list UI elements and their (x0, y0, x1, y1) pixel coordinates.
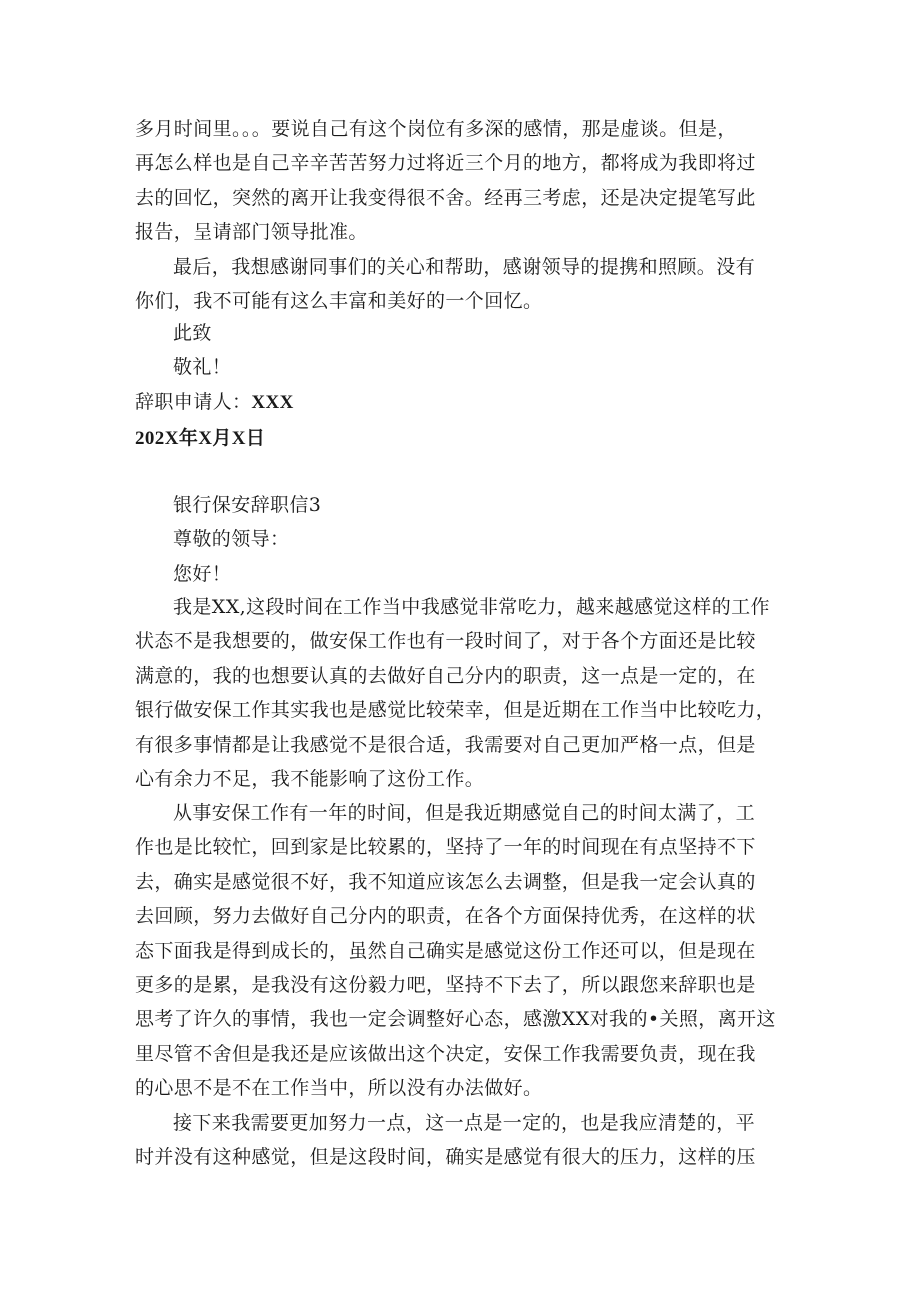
paragraph-5 (135, 1106, 790, 1175)
text-line: 银行做安保工作其实我也是感觉比较荣幸，但是近期在工作当中比较吃力， (135, 699, 776, 722)
text-line: 你们，我不可能有这么丰富和美好的一个回忆。 (135, 290, 543, 313)
text-line: 更多的是累，是我没有这份毅力吧，坚持不下去了，所以跟您来辞职也是 (135, 974, 756, 997)
date-block (135, 422, 790, 456)
text-line: 状态不是我想要的，做安保工作也有一段时间了，对于各个方面还是比较 (135, 630, 756, 653)
text-line: 去的回忆，突然的离开让我变得很不舍。经再三考虑，还是决定提笔写此 (135, 186, 756, 209)
text-line: 接下来我需要更加努力一点，这一点是一定的，也是我应清楚的，平 (173, 1112, 756, 1134)
text-line: 作也是比较忙，回到家是比较累的，坚持了一年的时间现在有点坚持不下 (135, 836, 756, 859)
letter-3-header (135, 488, 790, 591)
text-line: 去回顾，努力去做好自己分内的职责，在各个方面保持优秀，在这样的状 (135, 905, 756, 928)
text-line: 时并没有这种感觉，但是这段时间，确实是感觉有很大的压力，这样的压 (135, 1146, 756, 1169)
text-line: 多月时间里。。。要说自己有这个岗位有多深的感情，那是虚谈。但是， (135, 118, 737, 140)
paragraph-3 (135, 590, 790, 796)
date-line: 202X年X月X日 (135, 428, 266, 449)
text-line: 的心思不是不在工作当中，所以没有办法做好。 (135, 1077, 543, 1100)
section-title: 银行保安辞职信3 (173, 494, 322, 516)
paragraph-2 (135, 250, 790, 319)
paragraph-4 (135, 796, 790, 1106)
signer-label: 辞职申请人： (135, 390, 252, 413)
closing-line-2: 敬礼！ (173, 356, 232, 379)
text-line: 满意的，我的也想要认真的去做好自己分内的职责，这一点是一定的，在 (135, 664, 756, 687)
signer-line (135, 385, 790, 420)
text-line: 心有余力不足，我不能影响了这份工作。 (135, 768, 485, 791)
text-line: 从事安保工作有一年的时间，但是我近期感觉自己的时间太满了，工 (173, 802, 756, 824)
text-line: 再怎么样也是自己辛辛苦苦努力过将近三个月的地方，都将成为我即将过 (135, 152, 756, 175)
text-line: 我是XX,这段时间在工作当中我感觉非常吃力，越来越感觉这样的工作 (173, 596, 770, 618)
closing-line-1: 此致 (173, 322, 212, 344)
text-line: 思考了许久的事情，我也一定会调整好心态，感激XX对我的•关照，离开这 (135, 1008, 776, 1031)
salutation: 尊敬的领导： (173, 528, 290, 551)
closing-block (135, 316, 790, 420)
paragraph-1 (135, 112, 790, 250)
text-line: 态下面我是得到成长的，虽然自己确实是感觉这份工作还可以，但是现在 (135, 939, 756, 962)
text-line: 最后，我想感谢同事们的关心和帮助，感谢领导的提携和照顾。没有 (173, 256, 756, 278)
text-line: 有很多事情都是让我感觉不是很合适，我需要对自己更加严格一点，但是 (135, 733, 756, 756)
text-line: 报告，呈请部门领导批准。 (135, 221, 368, 244)
greeting: 您好！ (173, 562, 232, 585)
text-line: 去，确实是感觉很不好，我不知道应该怎么去调整，但是我一定会认真的 (135, 870, 756, 893)
signer-name: XXX (251, 391, 294, 413)
text-line: 里尽管不舍但是我还是应该做出这个决定，安保工作我需要负责，现在我 (135, 1042, 756, 1065)
